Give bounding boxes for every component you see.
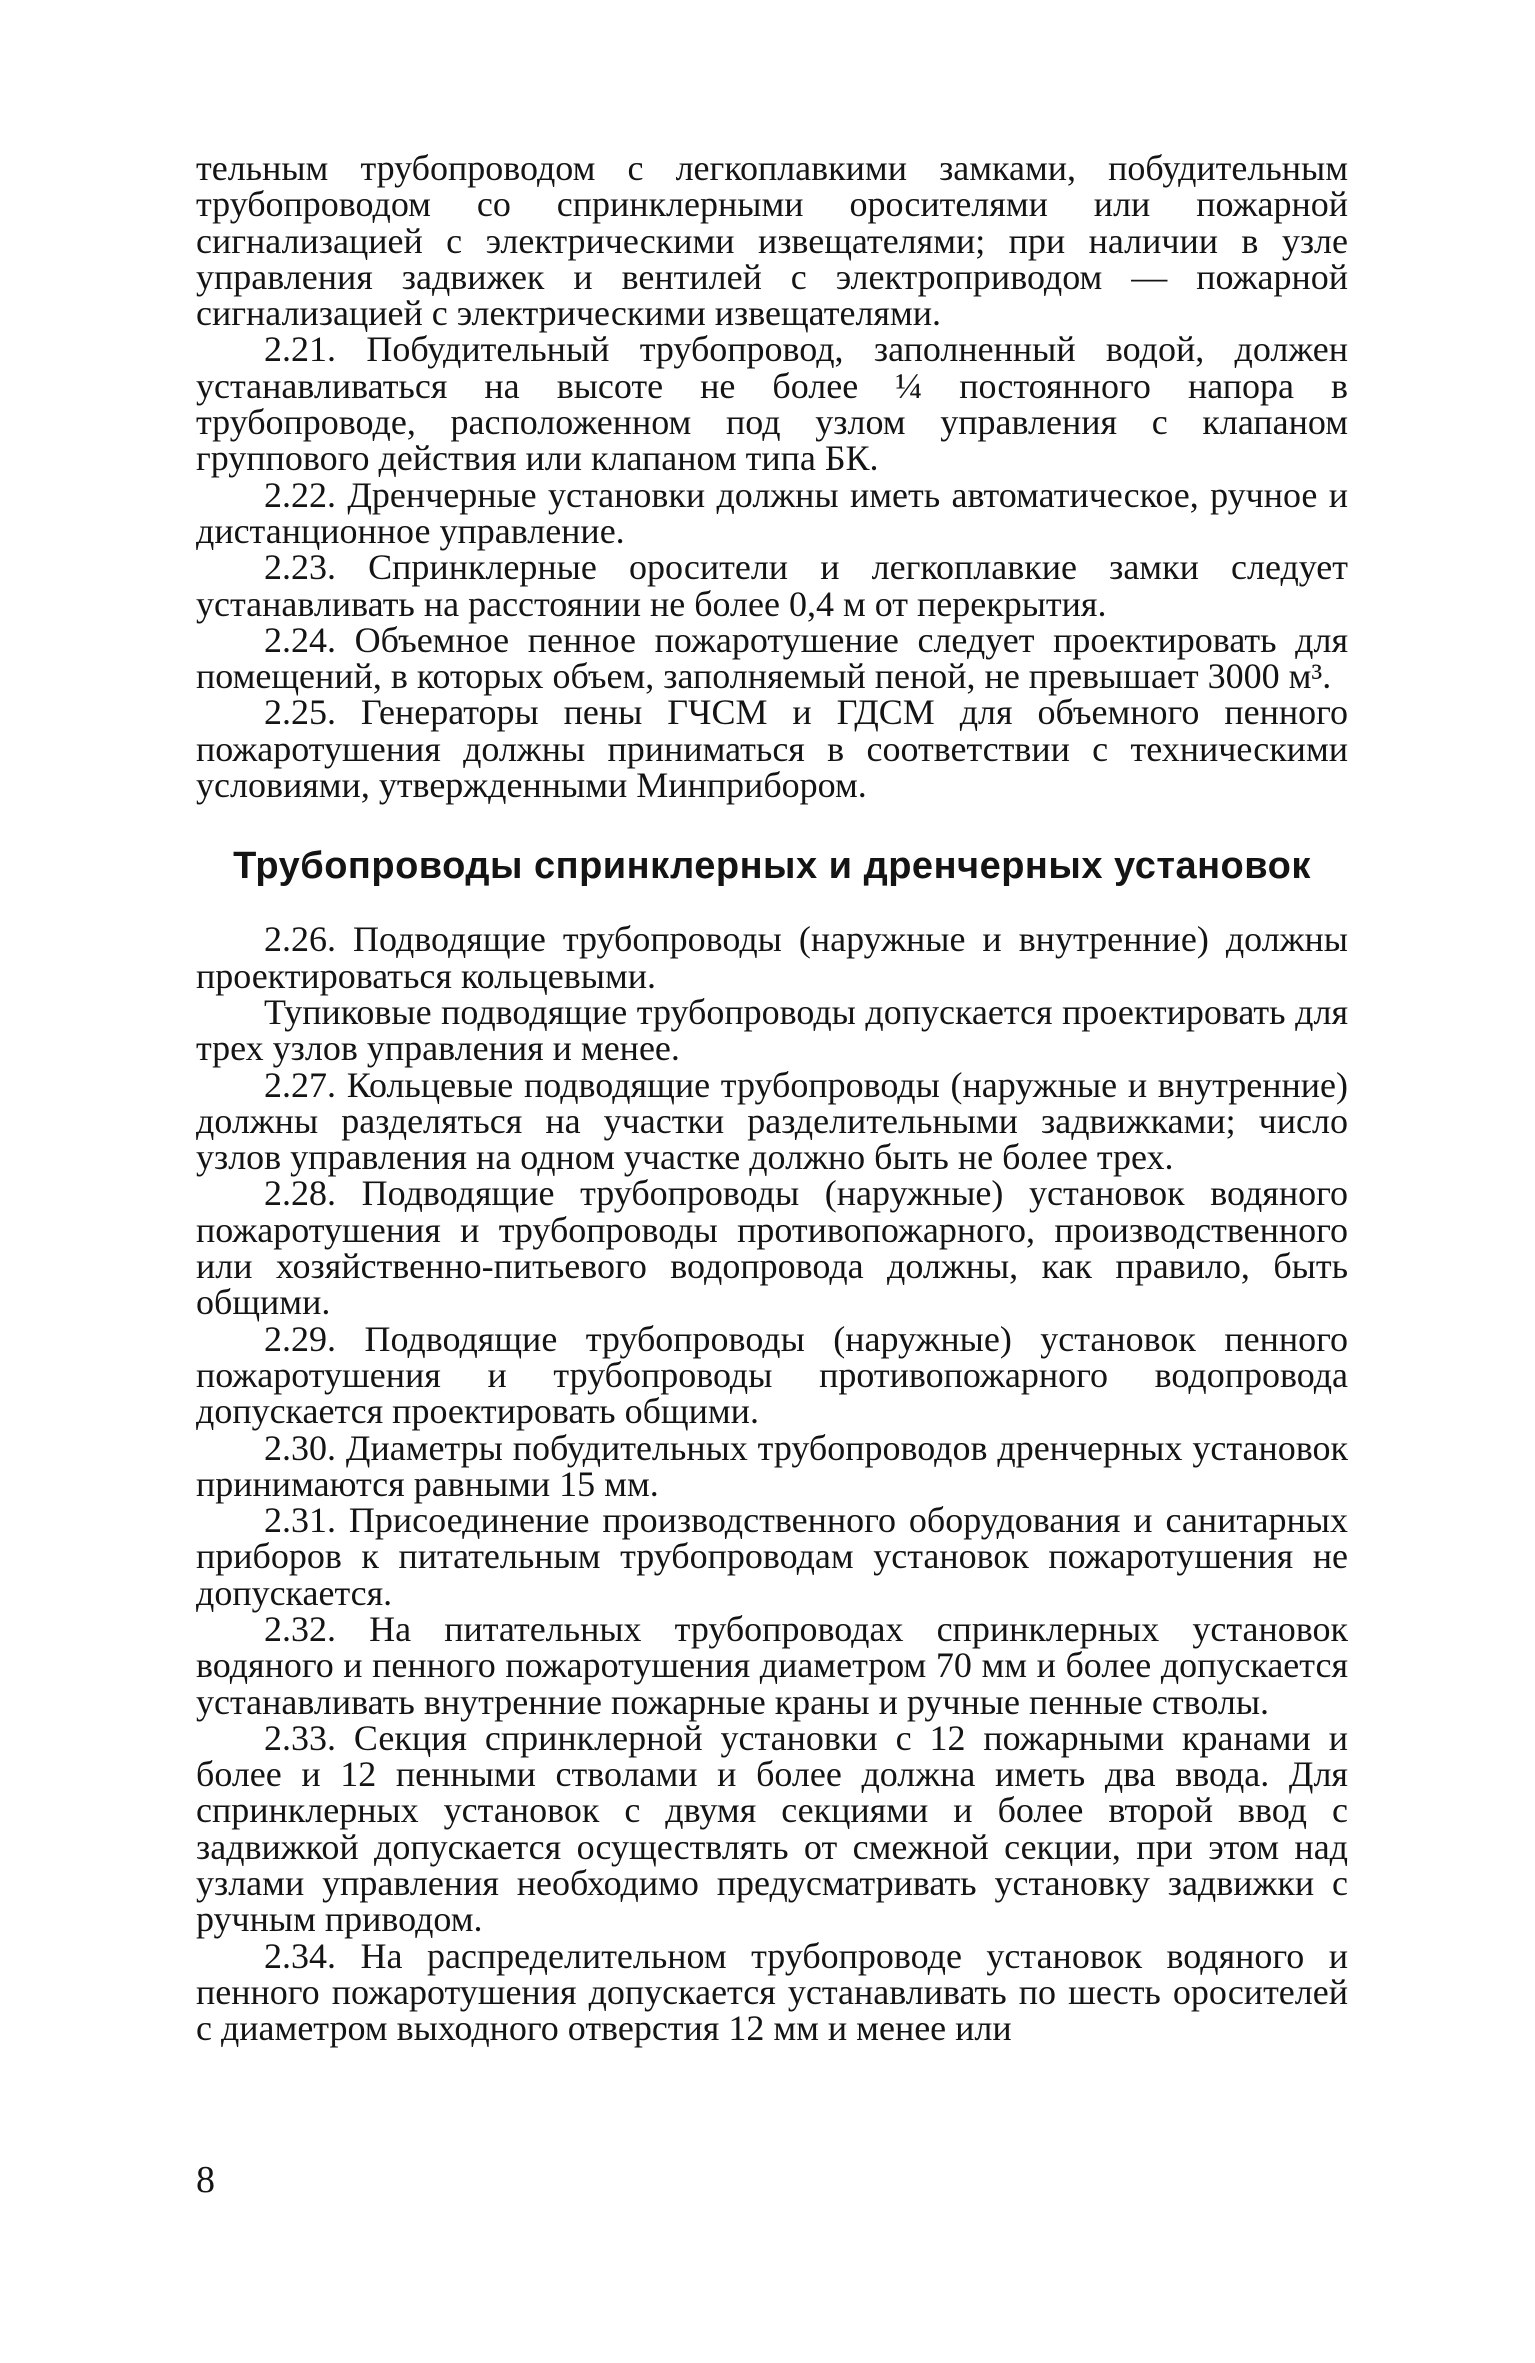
clause-2-28 — [196, 1173, 1348, 1323]
clause-2-26-continued — [196, 991, 1348, 1069]
clause-text: Побудительный трубопровод, заполненный водой, должен устанавливаться на высоте не более ¼ постоянного напора в трубопроводе, расположенном под узлом управления с клапаном группового действия или клапаном типа БК. — [196, 329, 1348, 479]
clause-number: 2.33. — [264, 1717, 336, 1758]
clause-text: Объемное пенное пожаротушение следует проектировать для помещений, в которых объем, заполняемый пеной, не превышает 3000 м³. — [196, 619, 1349, 697]
clause-2-29 — [196, 1318, 1349, 1432]
clause-text: Кольцевые подводящие трубопроводы (наружные и внутренние) должны разделяться на участки разделительными задвижками; число узлов управления на одном участке должно быть не более трех. — [196, 1064, 1348, 1178]
clause-number: 2.31. — [264, 1500, 336, 1541]
clause-text: Присоединение производственного оборудования и санитарных приборов к питательным трубопроводам установок пожаротушения не допускается. — [196, 1500, 1348, 1613]
clause-2-27 — [196, 1064, 1348, 1178]
clause-text: Секция спринклерной установки с 12 пожарными кранами и более и 12 пенными стволами и более должна иметь два ввода. Для спринклерных установок с двумя секциями и более второй ввод с задвижкой допускается осуществлять от смежной секции, при этом над узлами управления необходимо предусматривать установку задвижки с ручным приводом. — [196, 1717, 1348, 1940]
clause-2-21 — [196, 329, 1348, 479]
clause-text: Подводящие трубопроводы (наружные) установок водяного пожаротушения и трубопроводы противопожарного, производственного или хозяйственно-питьевого водопровода должны, как правило, быть общими. — [196, 1173, 1348, 1323]
clause-number: 2.24. — [264, 619, 336, 660]
section-heading: Трубопроводы спринклерных и дренчерных установок — [233, 845, 1311, 888]
clause-text: Тупиковые подводящие трубопроводы допускается проектировать для трех узлов управления и менее. — [196, 991, 1348, 1069]
clause-2-24 — [196, 619, 1349, 697]
clause-text: На распределительном трубопроводе установок водяного и пенного пожаротушения допускается устанавливать по шесть оросителей с диаметром выходного отверстия 12 мм и менее или — [196, 1935, 1349, 2049]
clause-text: Дренчерные установки должны иметь автоматическое, ручное и дистанционное управление. — [196, 474, 1349, 551]
clause-2-25 — [196, 692, 1348, 806]
clause-2-32 — [196, 1608, 1348, 1722]
clause-text: Спринклерные оросители и легкоплавкие замки следует устанавливать на расстоянии не более 0,4 м от перекрытия. — [196, 547, 1348, 624]
clause-2-22 — [196, 474, 1349, 551]
clause-text: На питательных трубопроводах спринклерных установок водяного и пенного пожаротушения диаметром 70 мм и более допускается устанавливать внутренние пожарные краны и ручные пенные стволы. — [196, 1608, 1348, 1722]
clause-text: Диаметры побудительных трубопроводов дренчерных установок принимаются равными 15 мм. — [196, 1427, 1349, 1504]
page-number: 8 — [196, 2159, 215, 2201]
clause-2-30 — [196, 1427, 1349, 1504]
clause-number: 2.27. — [264, 1064, 336, 1105]
clause-number: 2.21. — [264, 329, 336, 370]
clause-2-33 — [196, 1717, 1348, 1940]
clause-2-23 — [196, 549, 1348, 622]
clause-number: 2.32. — [264, 1608, 336, 1649]
continued-paragraph: тельным трубопроводом с легкоплавкими замками, побудительным трубопроводом со спринклерными оросителями или пожарной сигнализацией с электрическими извещателями; при наличии в узле управления задвижек и вентилей с электроприводом — пожарной сигнализацией с электрическими извещателями. — [196, 148, 1348, 334]
clause-2-26 — [196, 921, 1348, 994]
clause-2-31 — [196, 1502, 1348, 1611]
body-text — [196, 150, 1348, 2047]
clause-number: 2.25. — [264, 692, 336, 733]
clause-text: Подводящие трубопроводы (наружные и внутренние) должны проектироваться кольцевыми. — [196, 919, 1348, 996]
clause-number: 2.23. — [264, 547, 336, 588]
clause-number: 2.28. — [264, 1173, 336, 1214]
clause-2-34 — [196, 1935, 1349, 2049]
clause-text: Генераторы пены ГЧСМ и ГДСМ для объемного пенного пожаротушения должны приниматься в соответствии с техническими условиями, утвержденными Минприбором. — [196, 692, 1348, 806]
clause-number: 2.34. — [264, 1935, 336, 1976]
clause-number: 2.26. — [264, 919, 336, 960]
clause-number: 2.30. — [264, 1427, 336, 1468]
clause-number: 2.29. — [264, 1318, 336, 1359]
clause-number: 2.22. — [264, 474, 336, 515]
clause-text: Подводящие трубопроводы (наружные) установок пенного пожаротушения и трубопроводы противопожарного водопровода допускается проектировать общими. — [196, 1318, 1349, 1432]
